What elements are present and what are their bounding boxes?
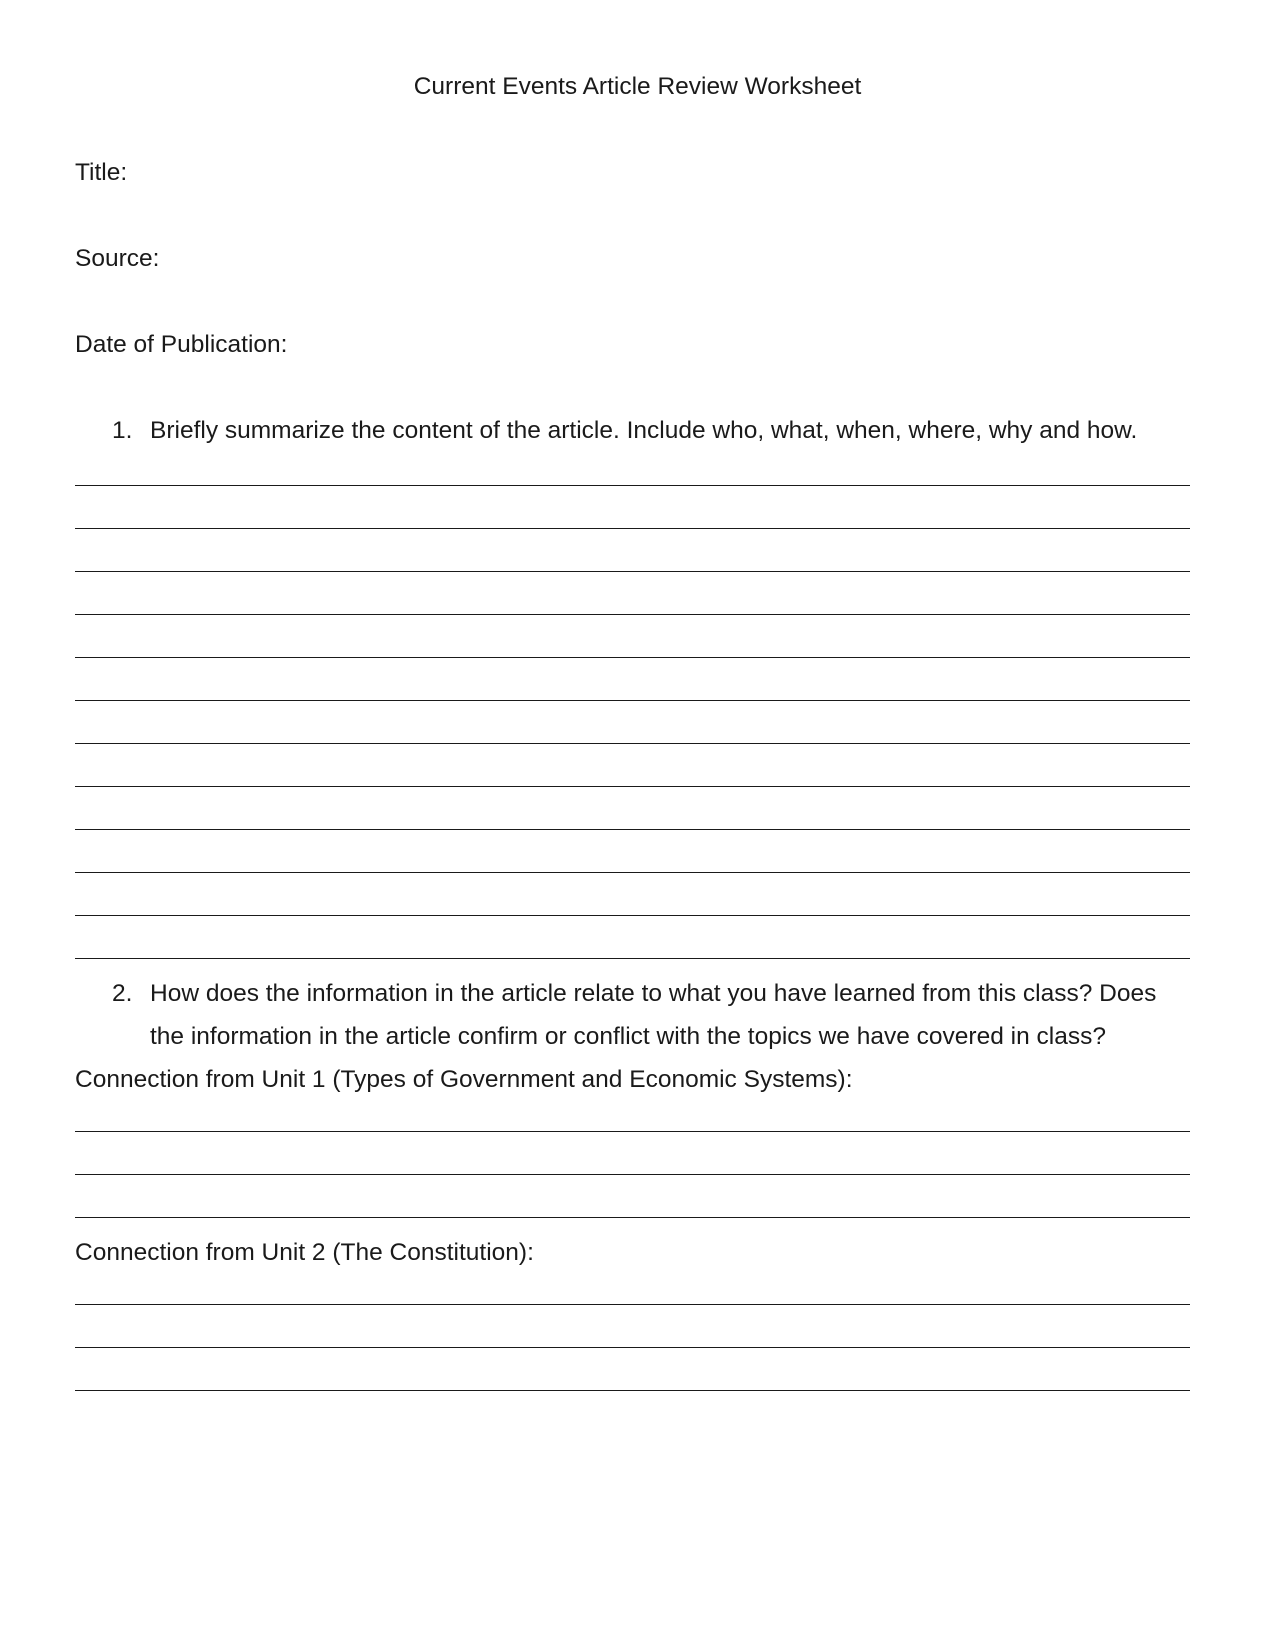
answer-line[interactable]	[75, 743, 1190, 744]
answer-line[interactable]	[75, 915, 1190, 916]
answer-line[interactable]	[75, 571, 1190, 572]
answer-line[interactable]	[75, 958, 1190, 959]
question-1-number: 1.	[112, 417, 133, 444]
answer-line[interactable]	[75, 700, 1190, 701]
answer-line[interactable]	[75, 657, 1190, 658]
answer-line[interactable]	[75, 1390, 1190, 1391]
answer-line[interactable]	[75, 528, 1190, 529]
answer-line[interactable]	[75, 1217, 1190, 1218]
answer-line[interactable]	[75, 786, 1190, 787]
answer-line[interactable]	[75, 614, 1190, 615]
date-field-label: Date of Publication:	[75, 331, 288, 358]
question-1-text: Briefly summarize the content of the article. Include who, what, when, where, why and how.	[150, 417, 1138, 444]
question-2-text-line-2: the information in the article confirm or conflict with the topics we have covered in class?	[150, 1023, 1106, 1050]
answer-line[interactable]	[75, 1304, 1190, 1305]
question-2-text-line-1: How does the information in the article relate to what you have learned from this class? Does	[150, 980, 1157, 1007]
answer-line[interactable]	[75, 485, 1190, 486]
unit-1-connection-label: Connection from Unit 1 (Types of Government and Economic Systems):	[75, 1066, 853, 1093]
answer-line[interactable]	[75, 829, 1190, 830]
unit-2-connection-label: Connection from Unit 2 (The Constitution):	[75, 1239, 534, 1266]
answer-line[interactable]	[75, 1131, 1190, 1132]
answer-line[interactable]	[75, 1174, 1190, 1175]
title-field-label: Title:	[75, 159, 128, 186]
answer-line[interactable]	[75, 1347, 1190, 1348]
answer-line[interactable]	[75, 872, 1190, 873]
question-2-number: 2.	[112, 980, 133, 1007]
source-field-label: Source:	[75, 245, 160, 272]
worksheet-title: Current Events Article Review Worksheet	[413, 73, 862, 100]
